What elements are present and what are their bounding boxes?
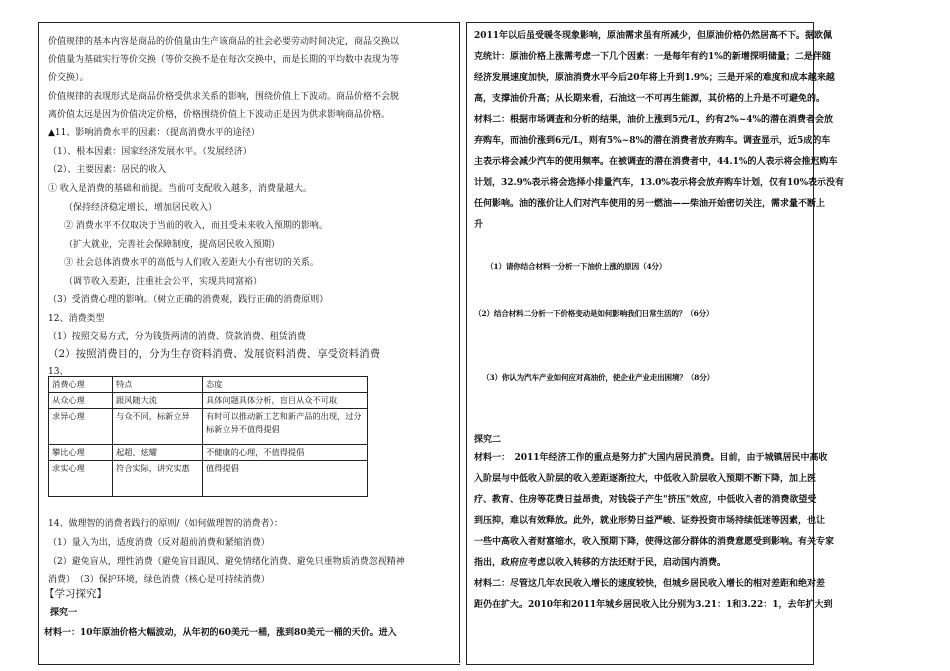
- table-header: 消费心理: [49, 377, 113, 393]
- inquiry-two-title: 探究二: [474, 435, 502, 445]
- table-header: 特点: [113, 377, 203, 393]
- right-text-line: 到压抑，难以有效释放。此外，就业形势日益严峻、证券投资市场持续低迷等因素，也让: [474, 516, 826, 526]
- table-row: [49, 393, 368, 409]
- left-heading-11: ▲11、影响消费水平的因素：（提高消费水平的途径）: [48, 128, 260, 138]
- right-text-line: 材料二：尽管这几年农民收入增长的速度较快，但城乡居民收入增长的相对差距和绝对差: [474, 579, 826, 589]
- right-text-line: 材料一： 2011年经济工作的重点是努力扩大国内居民消费。目前，由于城镇居民中高收: [474, 453, 828, 463]
- left-text-line: ③ 社会总体消费水平的高低与人们收入差距大小有密切的关系。: [64, 258, 319, 268]
- right-text-line: 经济发展速度加快，原油消费水平今后20年将上升到1.9%；三是开采的难度和成本越来越: [474, 73, 835, 83]
- question-2: （2）结合材料二分析一下价格变动是如何影响我们日常生活的？（6分）: [474, 309, 714, 318]
- right-text-line: 克统计：原油价格上涨需考虑一下几个因素：一是每年有约1%的新增探明储量；二是伴随: [474, 52, 831, 62]
- right-text-line: 材料二：根据市场调查和分析的结果，油价上涨到5元/L，约有2%~4%的潜在消费者会放: [474, 115, 834, 125]
- table-cell: 值得提倡: [203, 461, 368, 497]
- left-text-line: （调节收入差距，注重社会公平，实现共同富裕）: [64, 277, 263, 287]
- right-text-line: 任何影响。油的涨价让人们对汽车使用的另一燃油——柴油开始密切关注，需求量不断上: [474, 199, 826, 209]
- left-heading-12: 12、消费类型: [48, 314, 105, 324]
- right-text-line: 主表示将会减少汽车的使用频率。在被调查的潜在消费者中，44.1%的人表示将会推迟购车: [474, 157, 838, 167]
- table-cell: 求异心理: [49, 409, 113, 445]
- left-text-line: （1）按照交易方式，分为钱货两清的消费、贷款消费、租赁消费: [48, 332, 306, 342]
- right-text-line: 指出，政府应考虑以收入转移的方法还财于民，启动国内消费。: [474, 558, 727, 568]
- right-text-line: 疗、教育、住房等花费日益昂贵，对钱袋子产生"挤压"效应，中低收入者的消费欲望受: [474, 495, 817, 505]
- left-text-line: 离价值太远是因为价值决定价格，价格围绕价值上下波动正是因为供求影响商品价格。: [48, 110, 391, 120]
- table-cell: 符合实际，讲究实惠: [113, 461, 203, 497]
- left-heading-14: 14、做理智的消费者践行的原则/（如何做理智的消费者）：: [48, 519, 283, 529]
- table-cell: 具体问题具体分析，盲目从众不可取: [203, 393, 368, 409]
- right-text-line: 弃购车，而油价涨到6元/L，则有5%~8%的潜在消费者放弃购车。调查显示，近5成的车: [474, 136, 831, 146]
- left-text-line: （3）受消费心理的影响。（树立正确的消费观，践行正确的消费原则）: [48, 295, 329, 305]
- left-text-line: 价交换）。: [48, 73, 89, 83]
- left-text-line: ① 收入是消费的基础和前提。当前可支配收入越多，消费量越大。: [48, 184, 312, 194]
- table-header: 态度: [203, 377, 368, 393]
- column-divider: [459, 22, 460, 663]
- left-text-line: 材料一：10年原油价格大幅波动，从年初的60美元一桶，涨到80美元一桶的天价。进入: [44, 628, 397, 638]
- right-text-line: 一些中高收入者财富缩水，收入预期下降，使得这部分群体的消费意愿受到影响。有关专家: [474, 537, 835, 547]
- right-text-line: 距仍在扩大。2010年和2011年城乡居民收入比分别为3.21：1和3.22：1，去年扩大到: [474, 600, 833, 610]
- table-row: [49, 409, 368, 445]
- left-heading-13: 13、: [48, 367, 69, 377]
- table-cell: 与众不同，标新立异: [113, 409, 203, 445]
- left-text-line: ② 消费水平不仅取决于当前的收入，而且受未来收入预期的影响。: [64, 221, 328, 231]
- table-row: [49, 445, 368, 461]
- left-text-line: （1）量入为出，适度消费（反对超前消费和紧缩消费）: [48, 538, 270, 548]
- table-row: [49, 461, 368, 497]
- right-text-line: 入阶层与中低收入阶层的收入差距逐渐拉大，中低收入阶层收入预期不断下降，加上医: [474, 474, 817, 484]
- right-text-line: 升: [474, 220, 484, 230]
- left-text-line: 价值规律的表现形式是商品价格受供求关系的影响，围绕价值上下波动。商品价格不会脱: [48, 92, 400, 102]
- left-text-line: （保持经济稳定增长，增加居民收入）: [64, 203, 218, 213]
- table-cell: 有时可以推动新工艺和新产品的出现，过分标新立异不值得提倡: [203, 409, 368, 445]
- left-text-line: （1）、根本因素：国家经济发展水平。（发展经济）: [48, 147, 252, 157]
- left-text-line: 消费） （3）保护环境，绿色消费（核心是可持续消费）: [48, 575, 270, 585]
- left-text-line: 价值量为基础实行等价交换（等价交换不是在每次交换中，而是长期的平均数中表现为等: [48, 55, 400, 65]
- right-text-line: 2011年以后虽受暖冬现象影响，原油需求虽有所减少，但原油价格仍然居高不下。据欧佩: [474, 31, 833, 41]
- table-cell: 攀比心理: [49, 445, 113, 461]
- left-text-line: （扩大就业，完善社会保障制度，提高居民收入预期）: [64, 240, 281, 250]
- question-1: （1）请你结合材料一分析一下油价上涨的原因（4分）: [486, 262, 667, 271]
- left-text-line: （2）避免盲从，理性消费（避免盲目跟风、避免情绪化消费、避免只重物质消费忽视精神: [48, 557, 405, 567]
- section-title-study: 【学习探究】: [44, 588, 107, 600]
- question-3: （3）你认为汽车产业如何应对高油价，使企业产业走出困境？（8分）: [482, 373, 714, 382]
- table-cell: 不健康的心理，不值得提倡: [203, 445, 368, 461]
- table-header-row: [49, 377, 368, 393]
- left-text-line: （2）、主要因素：居民的收入: [48, 165, 167, 175]
- inquiry-one-title: 探究一: [50, 608, 78, 618]
- left-text-line: 价值规律的基本内容是商品的价值量由生产该商品的社会必要劳动时间决定，商品交换以: [48, 37, 400, 47]
- table-cell: 起超、炫耀: [113, 445, 203, 461]
- right-text-line: 高，支撑油价升高；从长期来看，石油这一不可再生能源，其价格的上升是不可避免的。: [474, 94, 826, 104]
- right-text-line: 计划，32.9%表示将会选择小排量汽车，13.0%表示将会放弃购车计划，仅有10%表示没有: [474, 178, 845, 188]
- table-cell: 从众心理: [49, 393, 113, 409]
- consumer-psychology-table: [48, 376, 368, 497]
- left-text-line: （2）按照消费目的，分为生存资料消费、发展资料消费、享受资料消费: [48, 348, 381, 360]
- table-cell: 跟风随大流: [113, 393, 203, 409]
- table-cell: 求实心理: [49, 461, 113, 497]
